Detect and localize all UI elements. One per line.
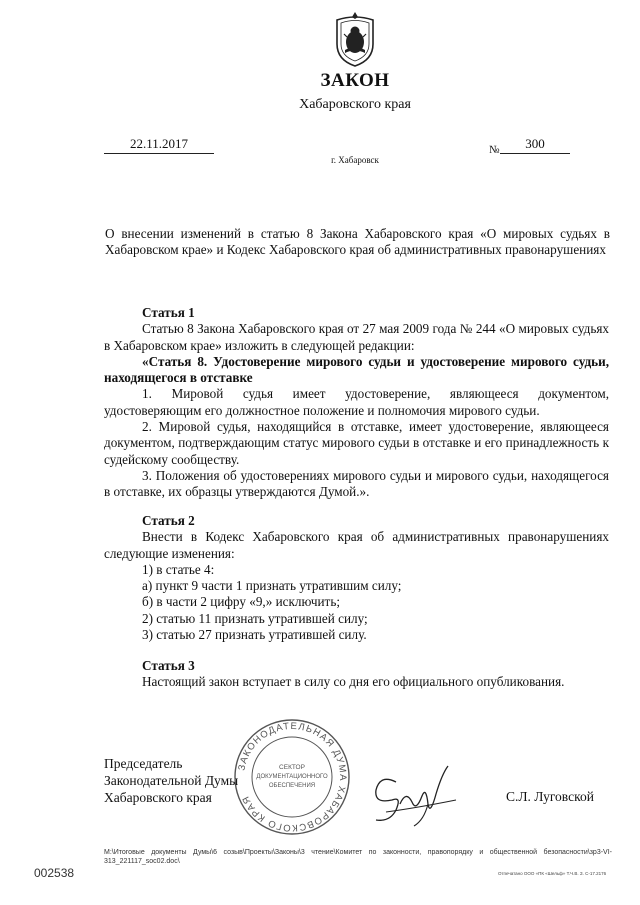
article-1-paragraph-2: 2. Мировой судья, находящийся в отставке, имеет удостоверение, являющееся документом, подтверждающим статус мирового судьи в отставке и его принадлежность к судейскому сообществу. xyxy=(104,419,609,467)
signatory-line-1: Председатель xyxy=(104,756,183,771)
article-1-title: Статья 1 xyxy=(142,305,195,320)
file-path: M:\Итоговые документы Думы\6 созыв\Проекты\Законы\3 чтение\Комитет по законности, правопорядку и общественной безопасности\зр3-VI-313_221117_soc02.doc\ xyxy=(104,849,612,865)
article-2-item: 2) статью 11 признать утратившей силу; xyxy=(142,610,368,626)
document-date: 22.11.2017 xyxy=(104,136,214,154)
signatory-line-2: Законодательной Думы xyxy=(104,773,239,788)
number-label: № xyxy=(489,144,500,156)
article-3-title: Статья 3 xyxy=(142,658,195,673)
signatory-line-3: Хабаровского края xyxy=(104,790,212,805)
signatory-title xyxy=(104,755,238,806)
article-2-item: б) в части 2 цифру «9,» исключить; xyxy=(142,594,340,610)
stamp-center-3: ОБЕСПЕЧЕНИЯ xyxy=(268,783,316,789)
document-city: г. Хабаровск xyxy=(331,155,379,165)
article-3-text: Настоящий закон вступает в силу со дня его официального опубликования. xyxy=(142,674,565,690)
handwritten-signature xyxy=(366,760,466,830)
official-stamp xyxy=(232,717,352,837)
document-subtitle: Хабаровского края xyxy=(299,97,411,112)
article-2-intro: Внести в Кодекс Хабаровского края об административных правонарушениях следующие изменения: xyxy=(104,529,609,561)
law-heading: О внесении изменений в статью 8 Закона Хабаровского края «О мировых судьях в Хабаровском крае» и Кодекс Хабаровского края об административных правонарушениях xyxy=(105,226,610,257)
article-2-item: а) пункт 9 части 1 признать утратившим силу; xyxy=(142,578,402,594)
document-number: 300 xyxy=(500,136,570,154)
article-1-paragraph-3: 3. Положения об удостоверениях мирового судьи и мирового судьи, находящегося в отставке, их образцы утверждаются Думой.». xyxy=(104,467,609,500)
stamp-center-2: ДОКУМЕНТАЦИОННОГО xyxy=(256,774,328,780)
article-3 xyxy=(104,658,609,691)
stamp-ring-text: ЗАКОНОДАТЕЛЬНАЯ ДУМА ХАБАРОВСКОГО КРАЯ xyxy=(236,720,349,834)
article-2 xyxy=(104,513,609,643)
article-2-item: 1) в статье 4: xyxy=(142,561,215,577)
print-note: Отпечатано ООО «ПК «Шельф» Т.Ч.В. З. С-17.2176 xyxy=(498,871,607,876)
article-2-item: 3) статью 27 признать утратившей силу. xyxy=(142,627,367,643)
article-1 xyxy=(104,305,609,501)
document-title: ЗАКОН xyxy=(320,70,390,91)
stamp-center-1: СЕКТОР xyxy=(279,764,305,771)
document-serial-number: 002538 xyxy=(34,866,75,880)
article-2-title: Статья 2 xyxy=(142,513,195,528)
signatory-name: С.Л. Луговской xyxy=(506,789,594,804)
article-1-subtitle: «Статья 8. Удостоверение мирового судьи и удостоверение мирового судьи, находящегося в отставке xyxy=(104,353,609,386)
article-1-paragraph-1: 1. Мировой судья имеет удостоверение, являющееся документом, удостоверяющим его должностное положение и полномочия мирового судьи. xyxy=(104,386,609,418)
coat-of-arms-icon xyxy=(331,10,379,68)
article-1-intro: Статью 8 Закона Хабаровского края от 27 мая 2009 года № 244 «О мировых судьях в Хабаровском крае» изложить в следующей редакции: xyxy=(104,321,609,353)
